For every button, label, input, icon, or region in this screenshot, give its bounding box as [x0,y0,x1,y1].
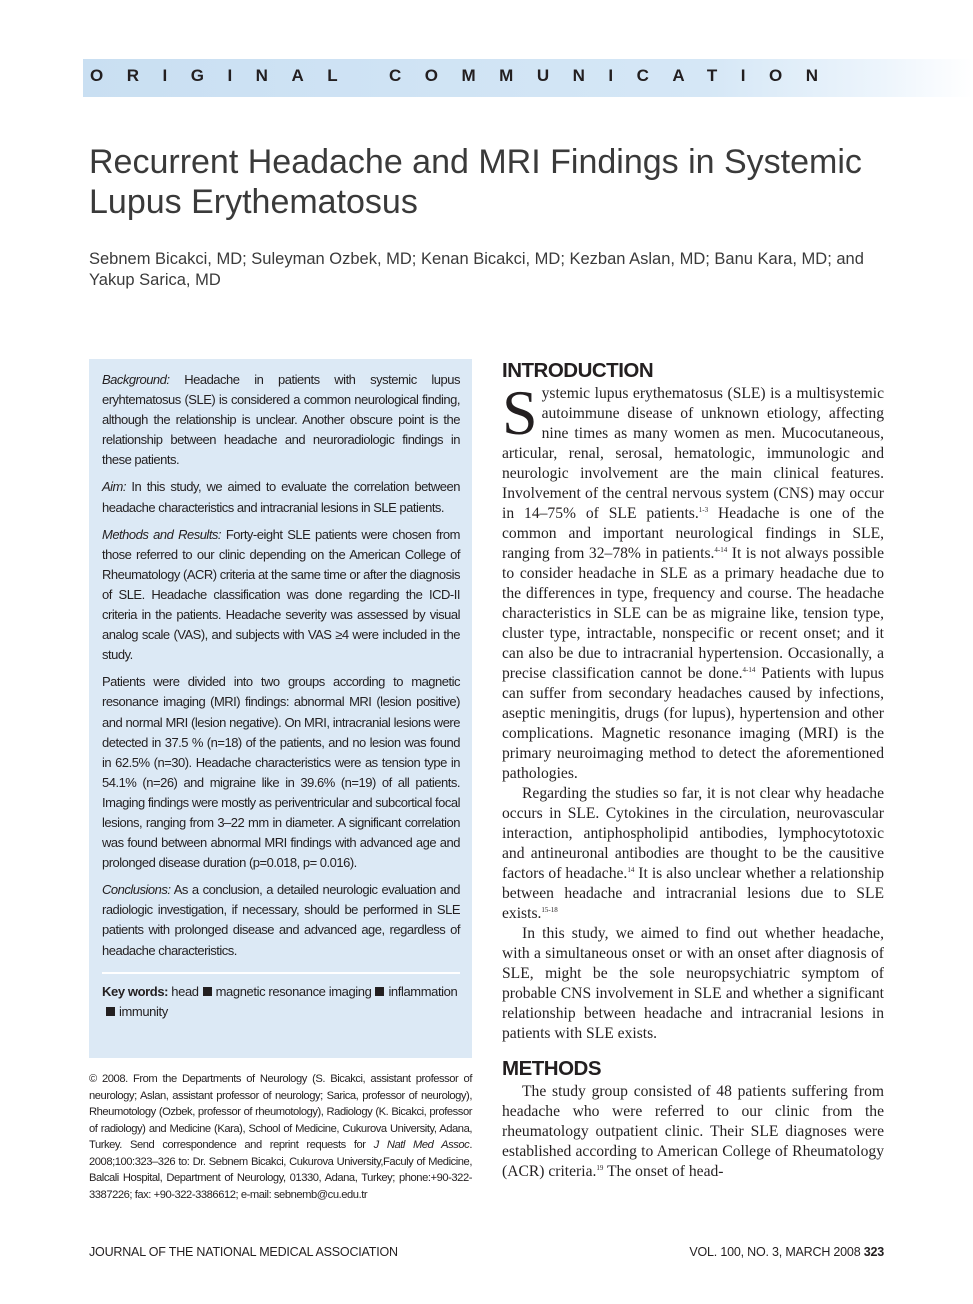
main-column [502,358,884,1182]
abstract-divider [102,972,460,974]
citation-superscript: 1-3 [698,506,709,514]
keyword-separator-icon [106,1007,115,1016]
abstract-aim: Aim: In this study, we aimed to evaluate the correlation between headache characteristics and intracranial lesions in SLE patients. [102,479,460,515]
citation-superscript: 4-14 [742,666,756,674]
footer-journal: JOURNAL OF THE NATIONAL MEDICAL ASSOCIATION [89,1245,398,1259]
affiliation-note: © 2008. From the Departments of Neurology (S. Bicakci, assistant professor of neurology; Aslan, assistant professor of neurology; Sarica, professor of neurology), Rheumotology (Ozbek, professor of rheumotology), Radiology (K. Bicakci, professor of radiology) and Medicine (Kara), School of Medicine, Cukurova University, Adana, Turkey. Send correspondence and reprint requests for J Natl Med Assoc. 2008;100:323–326 to: Dr. Sebnem Bicakci, Cukurova University,Faculy of Medicine, Balcali Hospital, Department of Neurology, 01330, Adana, Turkey; phone:+90-322-3387226; fax: +90-322-3386612; e-mail: sebnemb@cu.edu.tr [89,1073,472,1201]
citation-superscript: 14 [627,866,635,874]
keywords: Key words: head magnetic resonance imaging inflammationimmunity [102,983,458,1019]
text-run: Headache is one of the common and important neurological findings in SLE, ranging from 32–78% in patients. [502,505,884,562]
article-title: Recurrent Headache and MRI Findings in Systemic Lupus Erythematosus [89,143,862,221]
keyword: head [171,983,199,999]
text-run: Patients with lupus can suffer from secondary headaches caused by infections, aseptic meningitis, drugs (for lupus), hypertension and other complications. Magnetic resonance imaging (MRI) is the primary neuroimaging method to detect the aforementioned pathologies. [502,665,884,782]
introduction-paragraph [502,784,884,924]
introduction-heading: INTRODUCTION [502,359,654,382]
abstract-results: Patients were divided into two groups according to magnetic resonance imaging (MRI) findings: abnormal MRI (lesion positive) and normal MRI (lesion negative). On MRI, intracranial lesions were detected in 37.5 % (n=18) of the patients, and no lesion was found in 62.5% (n=30). Headache characteristics were as tension type in 54.1% (n=26) and migraine like in 39.6% (n=19) of all patients. Imaging findings were mostly as periventricular and subcortical focal lesions, ranging from 3–22 mm in diameter. A significant correlation was found between abnormal MRI findings with advanced age and prolonged disease duration (p=0.018, p= 0.016). [102,674,460,871]
footer-issue: VOL. 100, NO. 3, MARCH 2008 323 [689,1245,884,1259]
author-list: Sebnem Bicakci, MD; Suleyman Ozbek, MD; Kenan Bicakci, MD; Kezban Aslan, MD; Banu Kara, MD; and Yakup Sarica, MD [89,250,864,289]
text-run: Regarding the studies so far, it is not clear why headache occurs in SLE. Cytokines in the circulation, neurovascular interaction, antiphospholipid antibodies, lymphocytotoxic and antineuronal antibodies are thought to be the causitive factors of headache. [502,785,884,882]
abstract-conclusions: Conclusions: As a conclusion, a detailed neurologic evaluation and radiologic investigation, if necessary, should be performed in SLE patients with prolonged disease and advanced age, regardless of headache characteristics. [102,882,460,958]
keyword-separator-icon [203,987,212,996]
drop-cap: S [502,377,538,448]
keyword: immunity [119,1003,168,1019]
text-run: In this study, we aimed to find out whether headache, with a simultaneous onset or with an onset after diagnosis of SLE, might be the sole neuropsychiatric symptom of probable CNS involvement in SLE and whether a significant relationship between headache and intracranial lesions in patients with SLE exists. [502,925,884,1042]
citation-superscript: 4-14 [714,546,728,554]
citation-superscript: 15-18 [541,906,558,914]
abstract-background: Background: Headache in patients with systemic lupus eryhtematosus (SLE) is considered a common neurological finding, although the relationship is unclear. Another obscure point is the relationship between headache and neuroradiologic findings in these patients. [102,372,460,468]
keyword: magnetic resonance imaging [215,983,372,999]
methods-paragraph [502,1082,884,1182]
introduction-paragraph [502,924,884,1044]
introduction-paragraph [502,377,884,784]
keyword: inflammation [388,983,458,999]
page-number: 323 [863,1245,884,1259]
text-run: It is not always possible to consider headache in SLE as a primary headache due to the differences in type, frequency and course. The headache characteristics in SLE can be as migraine like, tension type, cluster type, intractable, nonspecific or recent onset; and it can also be due to intracranial hypertension. Occasionally, a precise classification cannot be done. [502,545,884,682]
abstract-box [89,359,472,1058]
keyword-separator-icon [375,987,384,996]
citation-superscript: 19 [596,1164,604,1172]
text-run: ystemic lupus erythematosus (SLE) is a multisystemic autoimmune disease of unknown etiology, affecting nine times as many women as men. Mucocutaneous, articular, renal, serosal, hematologic, immunologic and neurologic involvement are the main clinical features. Involvement of the central nervous system (CNS) may occur in 14–75% of SLE patients. [502,385,884,522]
text-run: The study group consisted of 48 patients suffering from headache who were referred to our clinic from the rheumatology outpatient clinic. Their SLE diagnoses were established according to American College of Rheumatology (ACR) criteria. [502,1083,884,1180]
text-run: It is also unclear whether a relationship between headache and intracranial lesions due to SLE exists. [502,865,884,922]
section-label: ORIGINAL COMMUNICATION [90,66,842,85]
text-run: The onset of head- [603,1163,724,1180]
methods-heading: METHODS [502,1057,601,1080]
abstract-methods: Methods and Results: Forty-eight SLE patients were chosen from those referred to our clinic depending on the American College of Rheumatology (ACR) criteria at the same time or after the diagnosis of SLE. Headache classification was done regarding the ICD-II criteria in the patients. Headache severity was assessed by visual analog scale (VAS), and subjects with VAS ≥4 were included in the study. [102,526,460,663]
